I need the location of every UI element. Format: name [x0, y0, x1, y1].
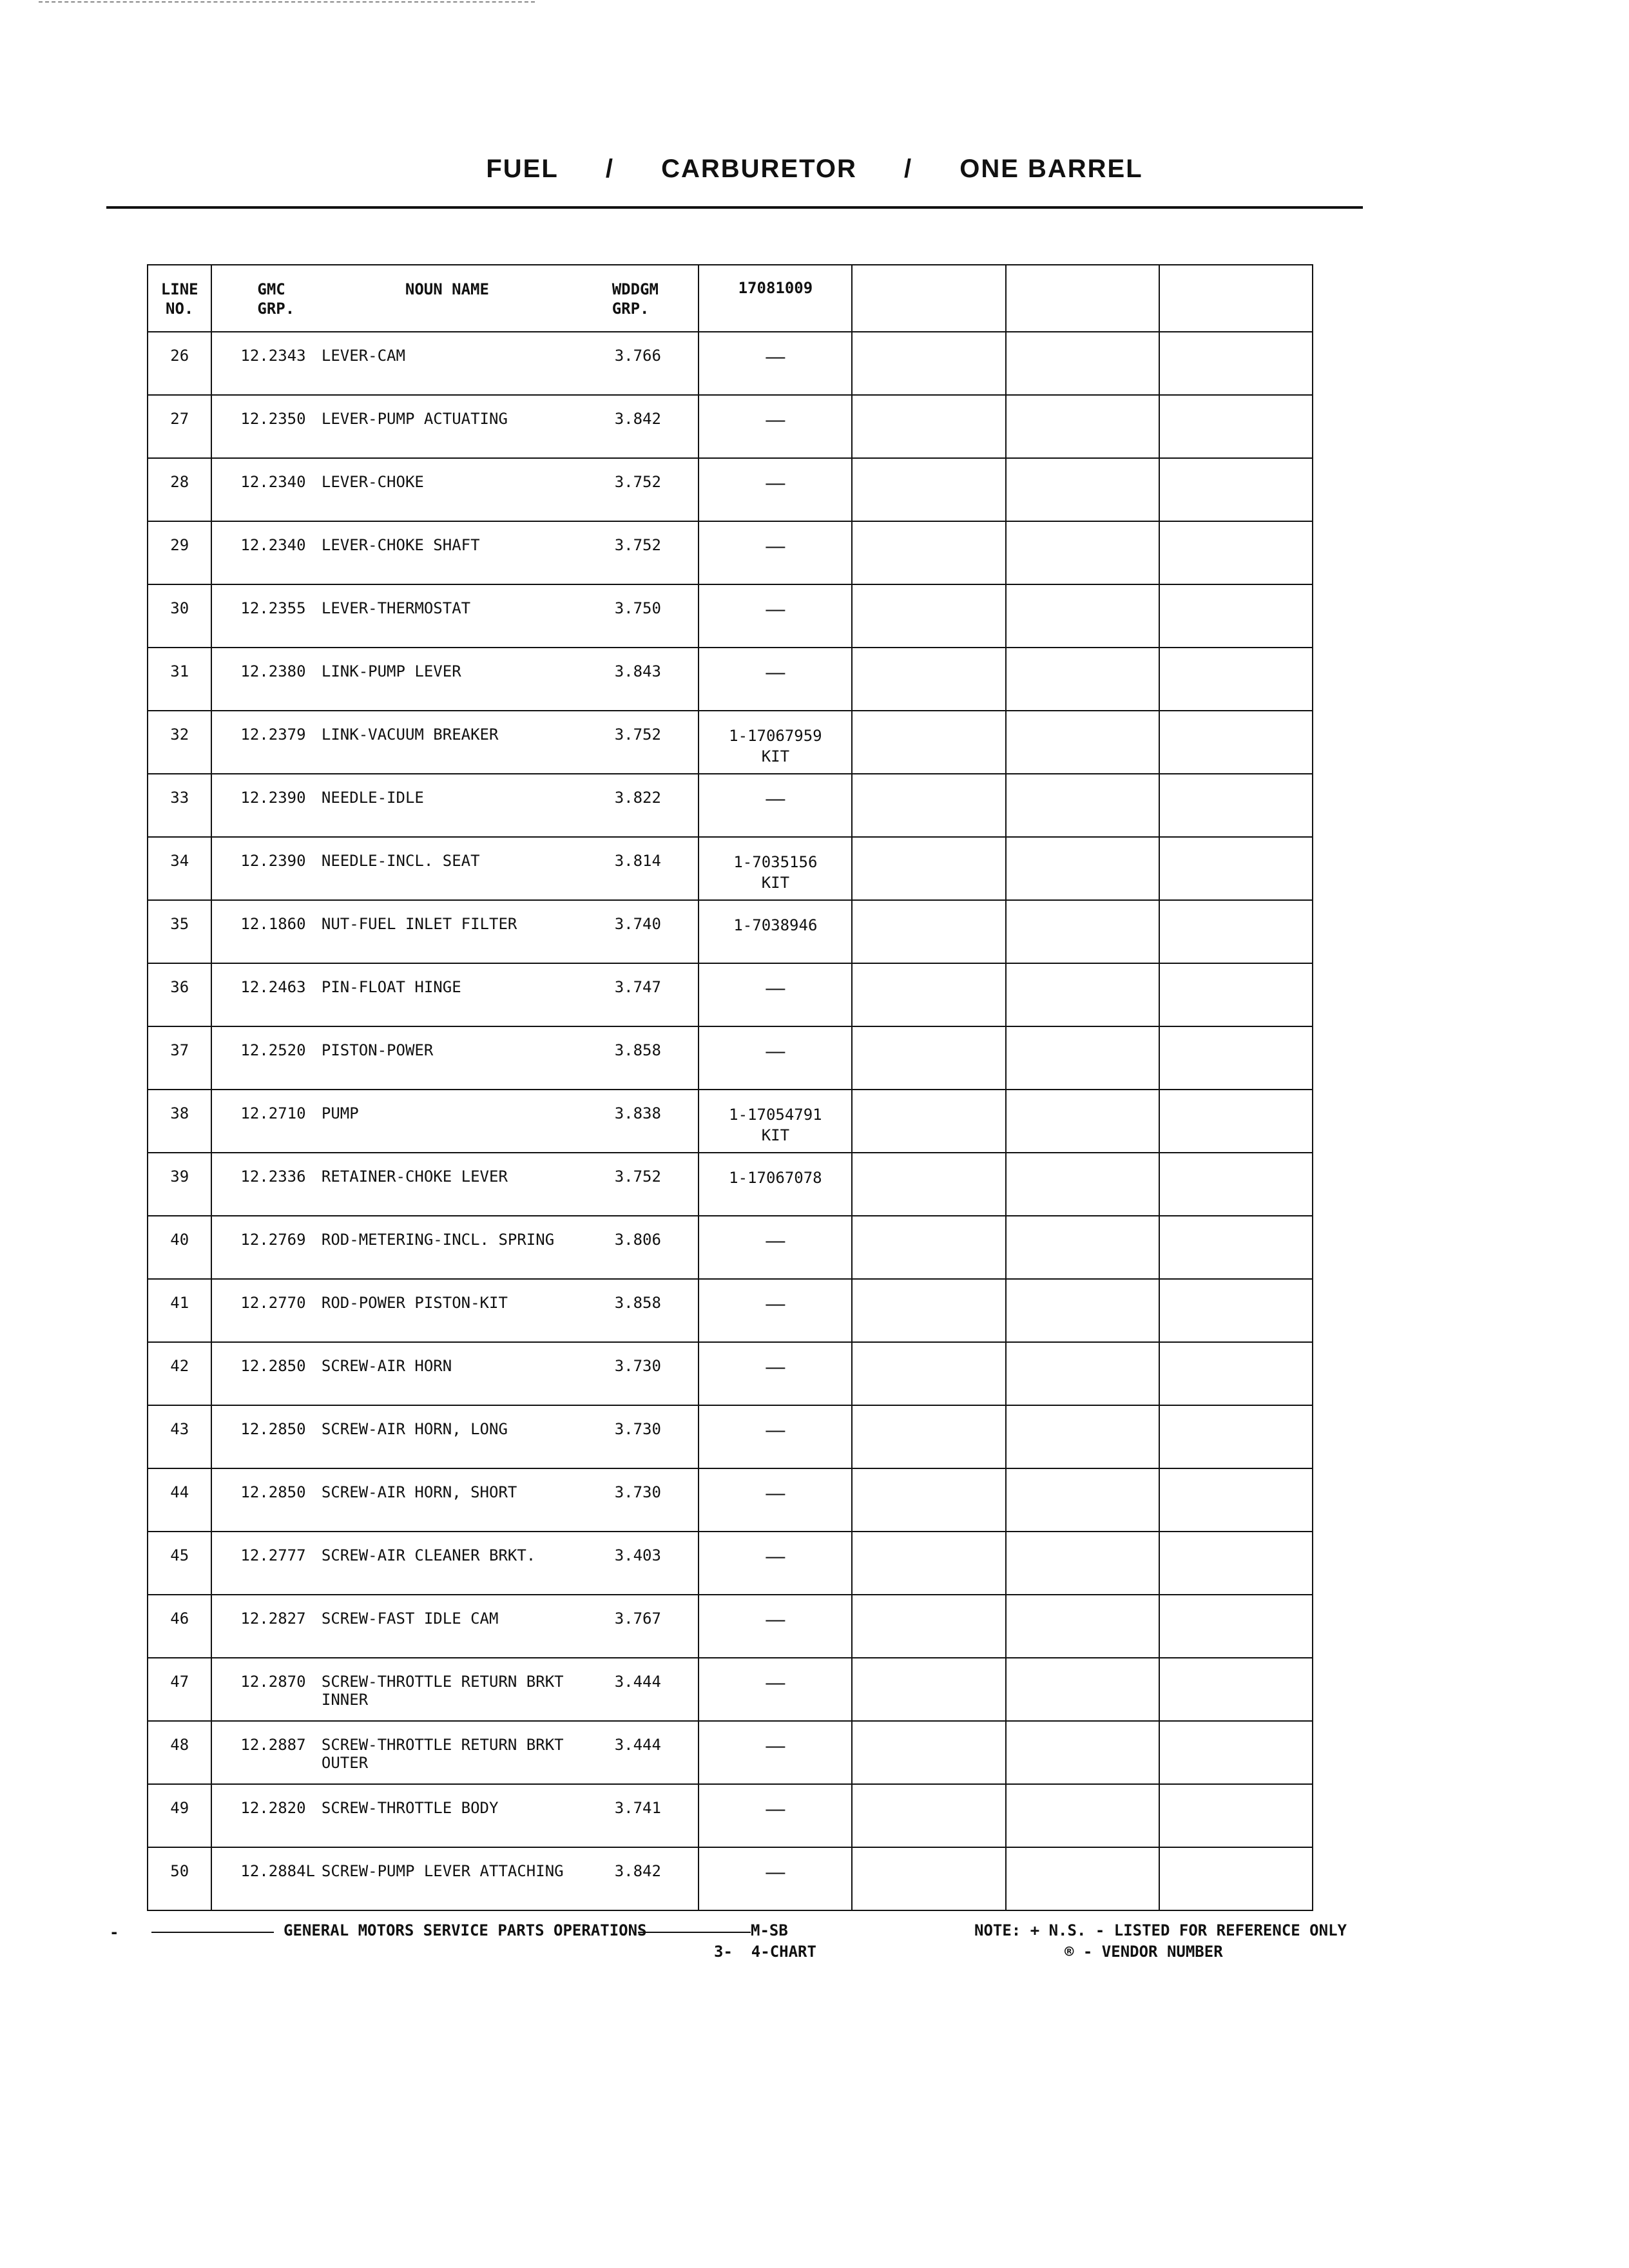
wddgm-grp-cell: 3.752	[612, 521, 699, 584]
footer-rule-left	[151, 1932, 274, 1933]
empty-cell	[852, 1658, 1005, 1721]
noun-name-cell: NEEDLE-IDLE	[315, 774, 612, 837]
table-row	[148, 1216, 1313, 1279]
wddgm-grp-cell: 3.730	[612, 1468, 699, 1532]
gmc-grp-cell: 12.2887	[211, 1721, 315, 1784]
empty-cell	[852, 1468, 1005, 1532]
empty-cell	[852, 1216, 1005, 1279]
header-line-no: LINE NO.	[148, 265, 211, 332]
header-wddgm-grp: WDDGM GRP.	[612, 265, 699, 332]
line-no-cell: 28	[148, 458, 211, 521]
empty-cell	[852, 774, 1005, 837]
header-part-number: 17081009	[699, 265, 852, 332]
empty-cell	[1159, 1784, 1313, 1847]
empty-cell	[1006, 1784, 1159, 1847]
part-number-cell: —	[699, 648, 852, 711]
gmc-grp-cell: 12.1860	[211, 900, 315, 963]
empty-cell	[852, 1784, 1005, 1847]
table-row	[148, 1532, 1313, 1595]
noun-name-cell: SCREW-THROTTLE RETURN BRKT OUTER	[315, 1721, 612, 1784]
gmc-grp-cell: 12.2777	[211, 1532, 315, 1595]
line-no-cell: 42	[148, 1342, 211, 1405]
empty-cell	[1006, 521, 1159, 584]
table-row	[148, 1405, 1313, 1468]
noun-name-cell: LEVER-CHOKE SHAFT	[315, 521, 612, 584]
footer-code: M-SB	[751, 1921, 788, 1939]
line-no-cell: 29	[148, 521, 211, 584]
noun-name-cell: NEEDLE-INCL. SEAT	[315, 837, 612, 900]
noun-name-cell: LEVER-PUMP ACTUATING	[315, 395, 612, 458]
wddgm-grp-cell: 3.444	[612, 1658, 699, 1721]
gmc-grp-cell: 12.2850	[211, 1405, 315, 1468]
wddgm-grp-cell: 3.806	[612, 1216, 699, 1279]
wddgm-grp-cell: 3.741	[612, 1784, 699, 1847]
gmc-grp-cell: 12.2770	[211, 1279, 315, 1342]
table-row	[148, 1658, 1313, 1721]
empty-cell	[852, 458, 1005, 521]
empty-cell	[1006, 1153, 1159, 1216]
empty-cell	[1159, 332, 1313, 395]
line-no-cell: 37	[148, 1026, 211, 1090]
noun-name-cell: ROD-METERING-INCL. SPRING	[315, 1216, 612, 1279]
footer-organization: GENERAL MOTORS SERVICE PARTS OPERATIONS	[284, 1921, 647, 1939]
wddgm-grp-cell: 3.444	[612, 1721, 699, 1784]
empty-cell	[1159, 1721, 1313, 1784]
empty-cell	[1159, 1216, 1313, 1279]
part-number-cell: —	[699, 1847, 852, 1910]
empty-cell	[1006, 1532, 1159, 1595]
line-no-cell: 35	[148, 900, 211, 963]
noun-name-cell: LEVER-THERMOSTAT	[315, 584, 612, 648]
empty-cell	[1159, 1342, 1313, 1405]
table-header-row	[148, 265, 1313, 332]
wddgm-grp-cell: 3.752	[612, 711, 699, 774]
wddgm-grp-cell: 3.766	[612, 332, 699, 395]
noun-name-cell: PISTON-POWER	[315, 1026, 612, 1090]
line-no-cell: 26	[148, 332, 211, 395]
noun-name-cell: SCREW-THROTTLE BODY	[315, 1784, 612, 1847]
table-row	[148, 774, 1313, 837]
empty-cell	[1006, 458, 1159, 521]
empty-cell	[1159, 1468, 1313, 1532]
title-part-carburetor: CARBURETOR	[661, 155, 857, 183]
wddgm-grp-cell: 3.767	[612, 1595, 699, 1658]
part-number-cell: 1-17054791 KIT	[699, 1090, 852, 1153]
gmc-grp-cell: 12.2390	[211, 837, 315, 900]
empty-cell	[1159, 395, 1313, 458]
empty-cell	[1159, 900, 1313, 963]
empty-cell	[1006, 774, 1159, 837]
part-number-cell: —	[699, 1026, 852, 1090]
table-row	[148, 458, 1313, 521]
wddgm-grp-cell: 3.858	[612, 1279, 699, 1342]
footer-note-line2: ® - VENDOR NUMBER	[1065, 1943, 1223, 1961]
empty-cell	[1006, 1847, 1159, 1910]
table-row	[148, 521, 1313, 584]
line-no-cell: 41	[148, 1279, 211, 1342]
wddgm-grp-cell: 3.858	[612, 1026, 699, 1090]
noun-name-cell: LINK-PUMP LEVER	[315, 648, 612, 711]
gmc-grp-cell: 12.2884L	[211, 1847, 315, 1910]
part-number-cell: —	[699, 1216, 852, 1279]
table-row	[148, 648, 1313, 711]
table-row	[148, 1026, 1313, 1090]
part-number-cell: —	[699, 1468, 852, 1532]
table-row	[148, 332, 1313, 395]
wddgm-grp-cell: 3.814	[612, 837, 699, 900]
gmc-grp-cell: 12.2710	[211, 1090, 315, 1153]
table-row	[148, 584, 1313, 648]
header-gmc-grp: GMC GRP.	[211, 265, 315, 332]
noun-name-cell: LEVER-CAM	[315, 332, 612, 395]
table-row	[148, 1090, 1313, 1153]
noun-name-cell: SCREW-AIR HORN, LONG	[315, 1405, 612, 1468]
line-no-cell: 34	[148, 837, 211, 900]
table-row	[148, 711, 1313, 774]
empty-cell	[1006, 1721, 1159, 1784]
line-no-cell: 39	[148, 1153, 211, 1216]
parts-table	[147, 264, 1313, 1911]
empty-cell	[1159, 837, 1313, 900]
empty-cell	[852, 1532, 1005, 1595]
empty-cell	[1159, 1026, 1313, 1090]
empty-cell	[1006, 1279, 1159, 1342]
title-part-fuel: FUEL	[486, 155, 559, 183]
gmc-grp-cell: 12.2820	[211, 1784, 315, 1847]
empty-cell	[852, 900, 1005, 963]
line-no-cell: 50	[148, 1847, 211, 1910]
part-number-cell: —	[699, 1721, 852, 1784]
title-separator: /	[903, 155, 913, 183]
line-no-cell: 32	[148, 711, 211, 774]
empty-cell	[852, 1090, 1005, 1153]
table-row	[148, 837, 1313, 900]
empty-cell	[1159, 584, 1313, 648]
empty-cell	[1006, 395, 1159, 458]
gmc-grp-cell: 12.2520	[211, 1026, 315, 1090]
part-number-cell: —	[699, 963, 852, 1026]
empty-cell	[852, 837, 1005, 900]
line-no-cell: 43	[148, 1405, 211, 1468]
empty-cell	[1006, 1090, 1159, 1153]
gmc-grp-cell: 12.2870	[211, 1658, 315, 1721]
footer-rule-right	[638, 1932, 751, 1933]
empty-cell	[1159, 1595, 1313, 1658]
empty-cell	[1159, 1279, 1313, 1342]
empty-cell	[852, 1342, 1005, 1405]
title-separator: /	[605, 155, 614, 183]
noun-name-cell: SCREW-FAST IDLE CAM	[315, 1595, 612, 1658]
empty-cell	[1159, 1090, 1313, 1153]
noun-name-cell: LINK-VACUUM BREAKER	[315, 711, 612, 774]
empty-cell	[1006, 837, 1159, 900]
part-number-cell: —	[699, 332, 852, 395]
wddgm-grp-cell: 3.838	[612, 1090, 699, 1153]
header-noun-name: NOUN NAME	[315, 265, 612, 332]
empty-cell	[852, 395, 1005, 458]
scan-artifact-line	[39, 1, 535, 3]
empty-cell	[1159, 963, 1313, 1026]
wddgm-grp-cell: 3.750	[612, 584, 699, 648]
empty-cell	[1159, 648, 1313, 711]
empty-cell	[1159, 1847, 1313, 1910]
line-no-cell: 46	[148, 1595, 211, 1658]
gmc-grp-cell: 12.2827	[211, 1595, 315, 1658]
gmc-grp-cell: 12.2850	[211, 1342, 315, 1405]
part-number-cell: —	[699, 1279, 852, 1342]
noun-name-cell: SCREW-AIR HORN, SHORT	[315, 1468, 612, 1532]
empty-cell	[1159, 458, 1313, 521]
line-no-cell: 27	[148, 395, 211, 458]
wddgm-grp-cell: 3.843	[612, 648, 699, 711]
noun-name-cell: SCREW-PUMP LEVER ATTACHING	[315, 1847, 612, 1910]
table-row	[148, 1342, 1313, 1405]
footer-left-dash: -	[110, 1923, 119, 1941]
empty-cell	[852, 1153, 1005, 1216]
wddgm-grp-cell: 3.730	[612, 1405, 699, 1468]
gmc-grp-cell: 12.2850	[211, 1468, 315, 1532]
empty-cell	[852, 332, 1005, 395]
empty-cell	[1006, 648, 1159, 711]
part-number-cell: 1-7038946	[699, 900, 852, 963]
table-row	[148, 395, 1313, 458]
noun-name-cell: RETAINER-CHOKE LEVER	[315, 1153, 612, 1216]
empty-cell	[1006, 1595, 1159, 1658]
part-number-cell: —	[699, 458, 852, 521]
wddgm-grp-cell: 3.747	[612, 963, 699, 1026]
header-empty	[1159, 265, 1313, 332]
gmc-grp-cell: 12.2769	[211, 1216, 315, 1279]
empty-cell	[1159, 774, 1313, 837]
table-row	[148, 1153, 1313, 1216]
part-number-cell: —	[699, 395, 852, 458]
noun-name-cell: NUT-FUEL INLET FILTER	[315, 900, 612, 963]
wddgm-grp-cell: 3.403	[612, 1532, 699, 1595]
noun-name-cell: PUMP	[315, 1090, 612, 1153]
gmc-grp-cell: 12.2463	[211, 963, 315, 1026]
part-number-cell: —	[699, 521, 852, 584]
empty-cell	[1006, 1026, 1159, 1090]
title-part-one-barrel: ONE BARREL	[959, 155, 1143, 183]
empty-cell	[852, 963, 1005, 1026]
gmc-grp-cell: 12.2340	[211, 521, 315, 584]
line-no-cell: 33	[148, 774, 211, 837]
part-number-cell: —	[699, 1532, 852, 1595]
part-number-cell: 1-7035156 KIT	[699, 837, 852, 900]
empty-cell	[852, 1279, 1005, 1342]
page-title	[0, 155, 1629, 184]
part-number-cell: —	[699, 1784, 852, 1847]
wddgm-grp-cell: 3.842	[612, 395, 699, 458]
wddgm-grp-cell: 3.740	[612, 900, 699, 963]
line-no-cell: 48	[148, 1721, 211, 1784]
line-no-cell: 44	[148, 1468, 211, 1532]
line-no-cell: 36	[148, 963, 211, 1026]
empty-cell	[1006, 1405, 1159, 1468]
part-number-cell: —	[699, 1342, 852, 1405]
empty-cell	[1006, 1658, 1159, 1721]
footer-note-line1: NOTE: + N.S. - LISTED FOR REFERENCE ONLY	[974, 1921, 1347, 1939]
empty-cell	[1006, 711, 1159, 774]
table-row	[148, 1468, 1313, 1532]
gmc-grp-cell: 12.2390	[211, 774, 315, 837]
empty-cell	[1006, 1342, 1159, 1405]
header-empty	[1006, 265, 1159, 332]
part-number-cell: —	[699, 1405, 852, 1468]
gmc-grp-cell: 12.2379	[211, 711, 315, 774]
part-number-cell: 1-17067959 KIT	[699, 711, 852, 774]
line-no-cell: 47	[148, 1658, 211, 1721]
empty-cell	[852, 1405, 1005, 1468]
part-number-cell: 1-17067078	[699, 1153, 852, 1216]
wddgm-grp-cell: 3.752	[612, 458, 699, 521]
table-row	[148, 1595, 1313, 1658]
empty-cell	[852, 1847, 1005, 1910]
table-row	[148, 1721, 1313, 1784]
empty-cell	[1006, 1468, 1159, 1532]
line-no-cell: 40	[148, 1216, 211, 1279]
title-divider	[106, 206, 1363, 209]
table-row	[148, 900, 1313, 963]
empty-cell	[852, 584, 1005, 648]
gmc-grp-cell: 12.2355	[211, 584, 315, 648]
gmc-grp-cell: 12.2380	[211, 648, 315, 711]
noun-name-cell: PIN-FLOAT HINGE	[315, 963, 612, 1026]
gmc-grp-cell: 12.2340	[211, 458, 315, 521]
empty-cell	[1159, 521, 1313, 584]
empty-cell	[1006, 900, 1159, 963]
part-number-cell: —	[699, 1658, 852, 1721]
gmc-grp-cell: 12.2350	[211, 395, 315, 458]
line-no-cell: 45	[148, 1532, 211, 1595]
wddgm-grp-cell: 3.822	[612, 774, 699, 837]
line-no-cell: 31	[148, 648, 211, 711]
empty-cell	[852, 521, 1005, 584]
line-no-cell: 38	[148, 1090, 211, 1153]
empty-cell	[1159, 1658, 1313, 1721]
table-row	[148, 1279, 1313, 1342]
noun-name-cell: LEVER-CHOKE	[315, 458, 612, 521]
header-empty	[852, 265, 1005, 332]
wddgm-grp-cell: 3.730	[612, 1342, 699, 1405]
noun-name-cell: SCREW-AIR HORN	[315, 1342, 612, 1405]
empty-cell	[1159, 1153, 1313, 1216]
gmc-grp-cell: 12.2343	[211, 332, 315, 395]
line-no-cell: 49	[148, 1784, 211, 1847]
empty-cell	[1006, 963, 1159, 1026]
empty-cell	[852, 1595, 1005, 1658]
empty-cell	[1159, 1532, 1313, 1595]
noun-name-cell: SCREW-AIR CLEANER BRKT.	[315, 1532, 612, 1595]
noun-name-cell: ROD-POWER PISTON-KIT	[315, 1279, 612, 1342]
empty-cell	[852, 1026, 1005, 1090]
empty-cell	[1006, 584, 1159, 648]
gmc-grp-cell: 12.2336	[211, 1153, 315, 1216]
wddgm-grp-cell: 3.752	[612, 1153, 699, 1216]
table-row	[148, 963, 1313, 1026]
footer-page-ref: 3- 4-CHART	[714, 1943, 816, 1961]
empty-cell	[1006, 332, 1159, 395]
part-number-cell: —	[699, 774, 852, 837]
noun-name-cell: SCREW-THROTTLE RETURN BRKT INNER	[315, 1658, 612, 1721]
table-row	[148, 1784, 1313, 1847]
empty-cell	[1006, 1216, 1159, 1279]
part-number-cell: —	[699, 1595, 852, 1658]
line-no-cell: 30	[148, 584, 211, 648]
wddgm-grp-cell: 3.842	[612, 1847, 699, 1910]
empty-cell	[1159, 711, 1313, 774]
part-number-cell: —	[699, 584, 852, 648]
empty-cell	[852, 648, 1005, 711]
table-row	[148, 1847, 1313, 1910]
empty-cell	[852, 1721, 1005, 1784]
empty-cell	[1159, 1405, 1313, 1468]
empty-cell	[852, 711, 1005, 774]
